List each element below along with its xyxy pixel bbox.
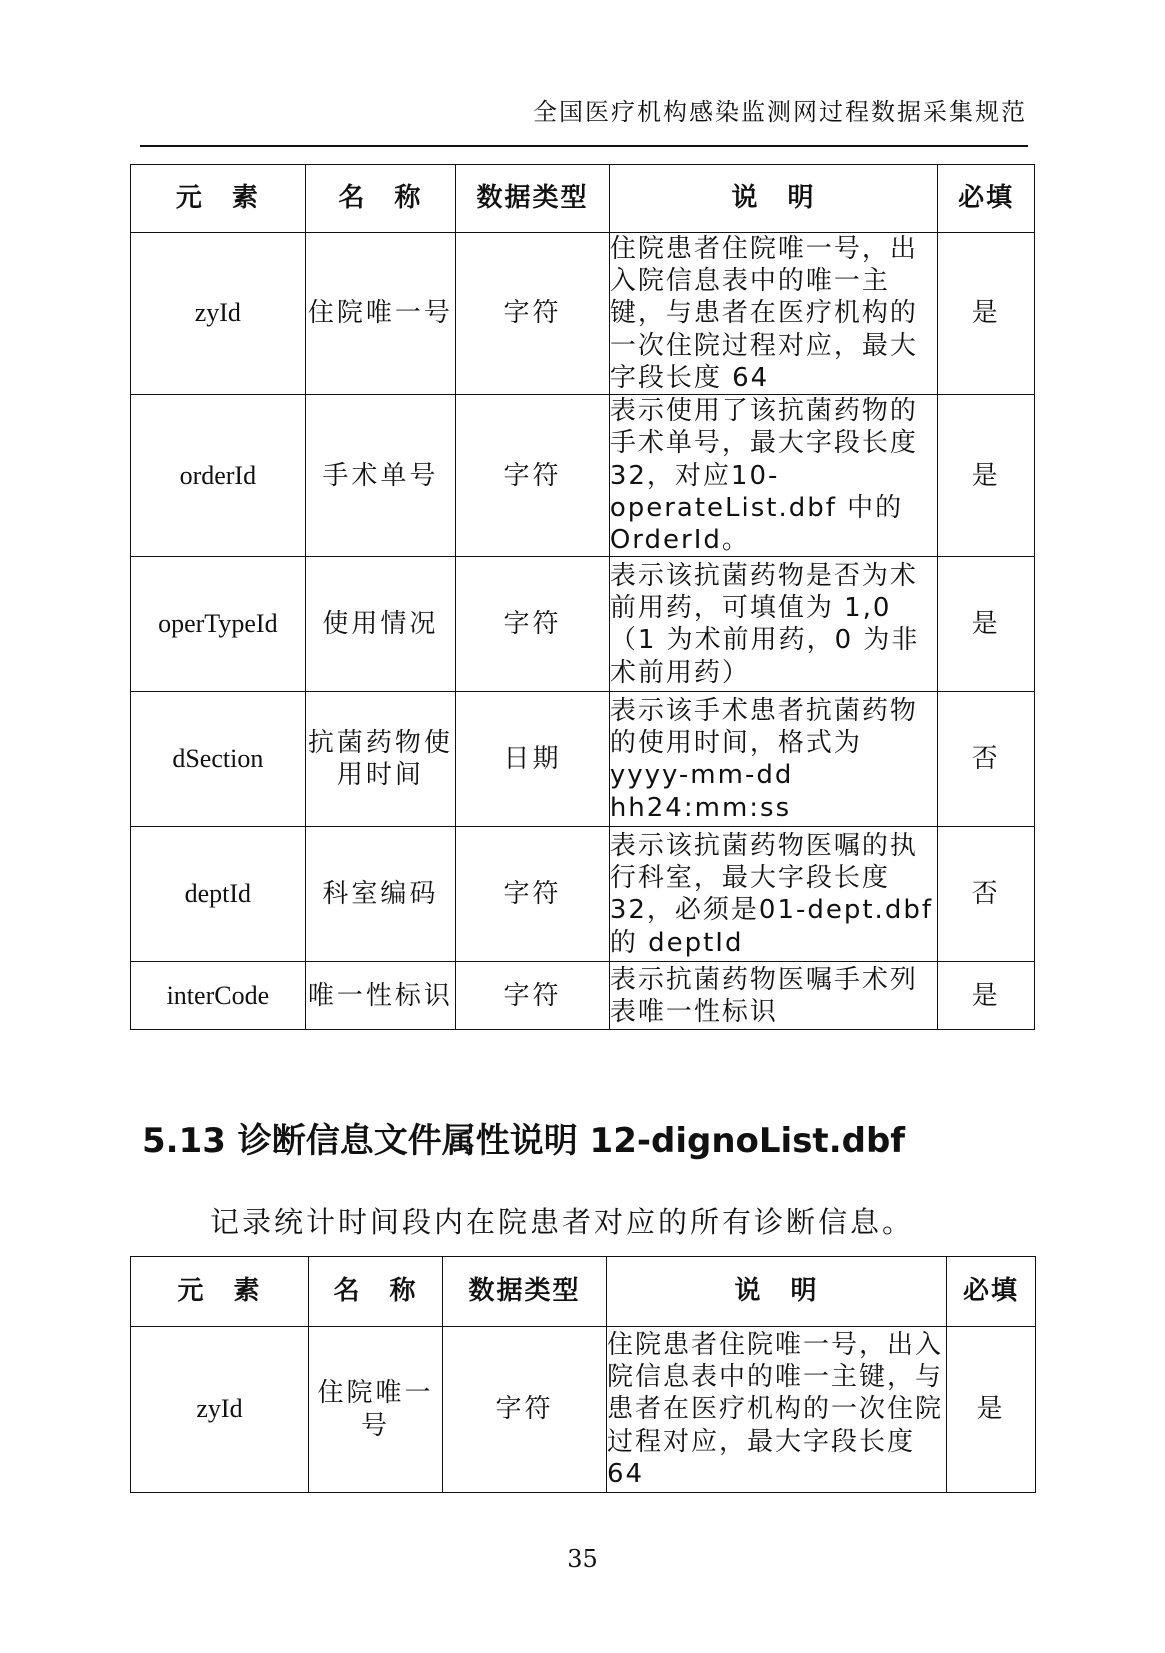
cell-description: 住院患者住院唯一号，出入院信息表中的唯一主键，与患者在医疗机构的一次住院过程对应，最大字段长度 64	[607, 1327, 947, 1493]
attribute-table-diagnosis	[130, 1256, 1036, 1493]
table-header-row	[131, 1257, 1036, 1327]
cell-element: operTypeId	[131, 557, 306, 692]
cell-name: 科室编码	[305, 827, 455, 962]
column-header-required: 必填	[947, 1257, 1036, 1327]
cell-description: 表示该抗菌药物是否为术前用药，可填值为 1,0（1 为术前用药，0 为非术前用药）	[609, 557, 937, 692]
cell-name: 住院唯一号	[309, 1327, 443, 1493]
column-header-type: 数据类型	[456, 165, 610, 233]
cell-element: deptId	[131, 827, 306, 962]
cell-type: 字符	[456, 827, 610, 962]
table-row	[131, 557, 1035, 692]
cell-required: 是	[938, 395, 1035, 557]
cell-required: 是	[938, 557, 1035, 692]
column-header-element: 元 素	[131, 165, 306, 233]
page-number: 35	[567, 1545, 598, 1573]
cell-required: 是	[938, 233, 1035, 395]
column-header-name: 名 称	[309, 1257, 443, 1327]
column-header-name: 名 称	[305, 165, 455, 233]
header-rule	[140, 145, 1028, 147]
cell-element: zyId	[131, 233, 306, 395]
cell-required: 是	[938, 962, 1035, 1030]
column-header-element: 元 素	[131, 1257, 309, 1327]
section-intro: 记录统计时间段内在院患者对应的所有诊断信息。	[210, 1205, 915, 1239]
table-row	[131, 827, 1035, 962]
attribute-table-antimicrobial	[130, 164, 1035, 1030]
cell-description: 表示使用了该抗菌药物的手术单号，最大字段长度 32，对应10-operateList.dbf 中的OrderId。	[609, 395, 937, 557]
column-header-type: 数据类型	[443, 1257, 607, 1327]
cell-type: 字符	[443, 1327, 607, 1493]
section-heading: 5.13 诊断信息文件属性说明 12-dignoList.dbf	[142, 1121, 906, 1161]
cell-element: interCode	[131, 962, 306, 1030]
table-row	[131, 962, 1035, 1030]
cell-name: 使用情况	[305, 557, 455, 692]
table-row	[131, 395, 1035, 557]
cell-type: 字符	[456, 233, 610, 395]
cell-name: 手术单号	[305, 395, 455, 557]
cell-type: 字符	[456, 395, 610, 557]
cell-name: 唯一性标识	[305, 962, 455, 1030]
running-header: 全国医疗机构感染监测网过程数据采集规范	[533, 98, 1027, 126]
cell-name: 住院唯一号	[305, 233, 455, 395]
cell-type: 日期	[456, 692, 610, 827]
cell-required: 是	[947, 1327, 1036, 1493]
column-header-description: 说 明	[609, 165, 937, 233]
cell-element: orderId	[131, 395, 306, 557]
cell-element: zyId	[131, 1327, 309, 1493]
cell-description: 表示该抗菌药物医嘱的执行科室，最大字段长度 32，必须是01-dept.dbf 的 deptId	[609, 827, 937, 962]
table-row	[131, 233, 1035, 395]
cell-type: 字符	[456, 962, 610, 1030]
table-row	[131, 1327, 1036, 1493]
cell-description: 住院患者住院唯一号，出入院信息表中的唯一主键，与患者在医疗机构的一次住院过程对应，最大字段长度 64	[609, 233, 937, 395]
column-header-description: 说 明	[607, 1257, 947, 1327]
table-row	[131, 692, 1035, 827]
cell-name: 抗菌药物使用时间	[305, 692, 455, 827]
column-header-required: 必填	[938, 165, 1035, 233]
table-header-row	[131, 165, 1035, 233]
cell-type: 字符	[456, 557, 610, 692]
cell-element: dSection	[131, 692, 306, 827]
cell-description: 表示该手术患者抗菌药物的使用时间，格式为yyyy-mm-dd hh24:mm:ss	[609, 692, 937, 827]
cell-required: 否	[938, 827, 1035, 962]
cell-description: 表示抗菌药物医嘱手术列表唯一性标识	[609, 962, 937, 1030]
cell-required: 否	[938, 692, 1035, 827]
